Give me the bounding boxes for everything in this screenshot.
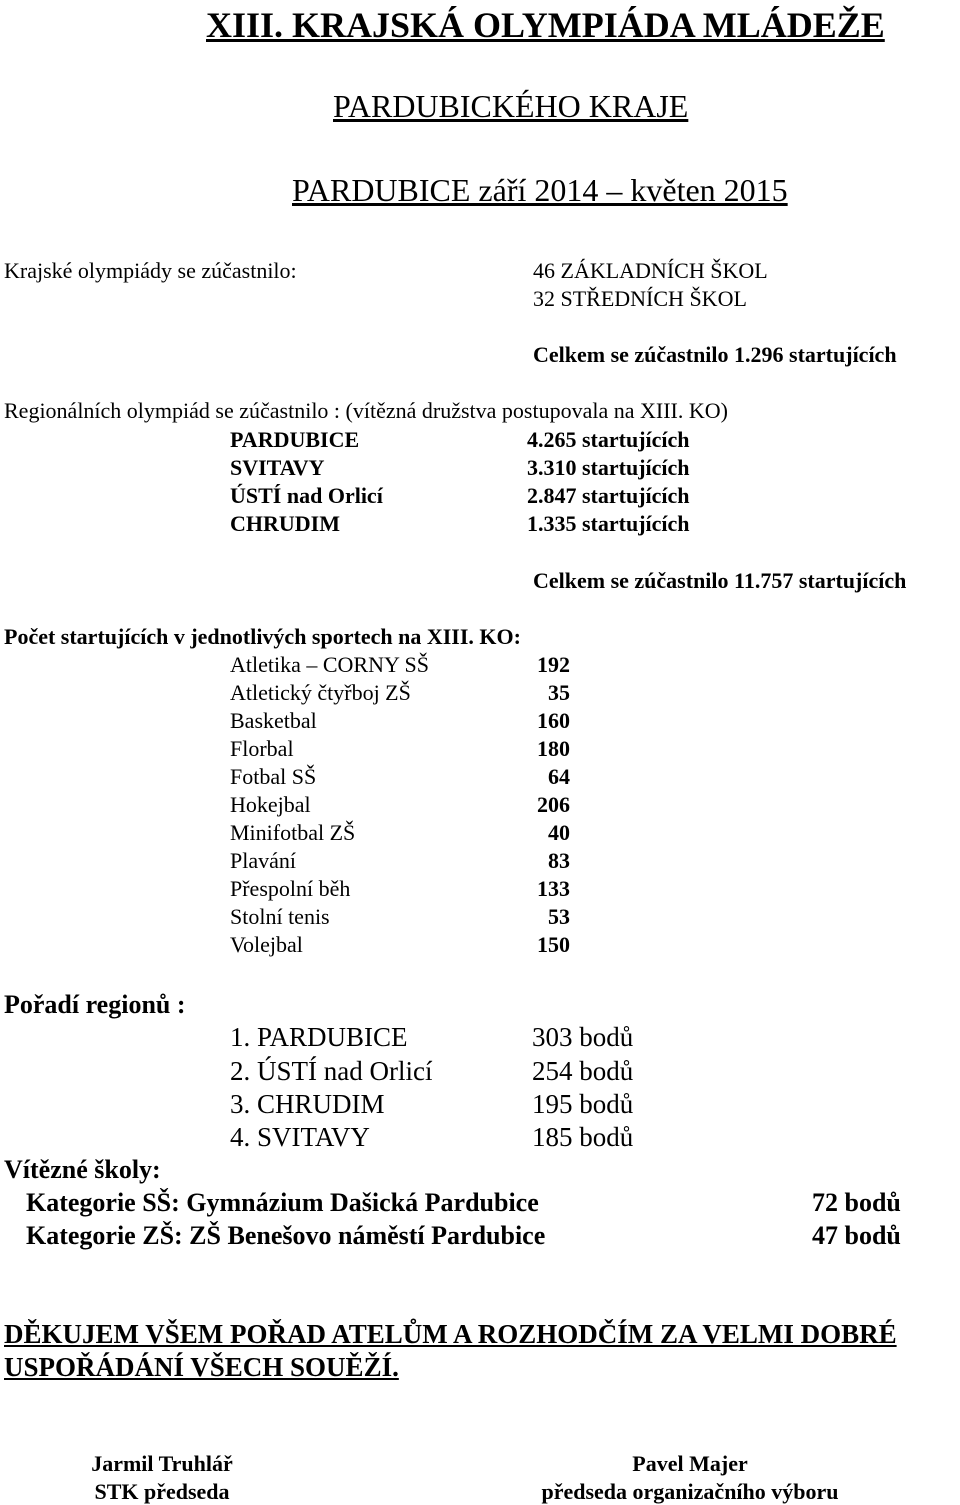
sport-count: 83 <box>548 848 570 873</box>
sport-count: 206 <box>537 792 570 817</box>
sport-name: Basketbal <box>230 708 317 733</box>
sport-name: Hokejbal <box>230 792 311 817</box>
sport-name: Stolní tenis <box>230 904 330 929</box>
ranking-points: 195 bodů <box>532 1089 634 1119</box>
sport-count: 150 <box>537 932 570 957</box>
ranking-points: 185 bodů <box>532 1122 634 1152</box>
participation-total: Celkem se zúčastnilo 1.296 startujících <box>533 342 897 367</box>
sport-name: Přespolní běh <box>230 876 351 901</box>
region-name: CHRUDIM <box>230 511 340 536</box>
region-count: 1.335 startujících <box>527 511 690 536</box>
winner-category: Kategorie ZŠ: ZŠ Benešovo náměstí Pardubice <box>26 1221 546 1250</box>
sport-name: Atletika – CORNY SŠ <box>230 652 430 677</box>
sport-name: Florbal <box>230 736 294 761</box>
ranking-points: 254 bodů <box>532 1056 634 1086</box>
participation-label: Krajské olympiády se zúčastnilo: <box>4 258 297 283</box>
sport-count: 64 <box>548 764 570 789</box>
region-count: 3.310 startujících <box>527 455 690 480</box>
signature-name: Jarmil Truhlář <box>91 1451 233 1476</box>
ranking-place: 3. CHRUDIM <box>230 1089 385 1119</box>
sport-count: 35 <box>548 680 570 705</box>
regional-total: Celkem se zúčastnilo 11.757 startujících <box>533 568 907 593</box>
winners-heading: Vítězné školy: <box>4 1155 161 1184</box>
winner-points: 47 bodů <box>812 1221 901 1250</box>
sport-count: 53 <box>548 904 570 929</box>
signature-role: předseda organizačního výboru <box>541 1479 839 1504</box>
sport-name: Volejbal <box>230 932 303 957</box>
secondary-schools-count: 32 STŘEDNÍCH ŠKOL <box>533 286 747 311</box>
sport-name: Minifotbal ZŠ <box>230 820 356 845</box>
document-period: PARDUBICE září 2014 – květen 2015 <box>292 172 788 208</box>
regional-olympiads-heading: Regionálních olympiád se zúčastnilo : (vítězná družstva postupovala na XIII. KO) <box>4 398 728 423</box>
ranking-points: 303 bodů <box>532 1022 634 1052</box>
region-name: ÚSTÍ nad Orlicí <box>230 483 383 508</box>
ranking-place: 4. SVITAVY <box>230 1122 370 1152</box>
region-count: 4.265 startujících <box>527 427 690 452</box>
closing-line-2: USPOŘÁDÁNÍ VŠECH SOUĚŽÍ. <box>4 1352 399 1382</box>
sport-name: Atletický čtyřboj ZŠ <box>230 680 411 705</box>
winner-category: Kategorie SŠ: Gymnázium Dašická Pardubice <box>26 1188 539 1217</box>
sport-count: 40 <box>548 820 570 845</box>
sport-count: 180 <box>537 736 570 761</box>
sports-heading: Počet startujících v jednotlivých sportech na XIII. KO: <box>4 624 521 649</box>
basic-schools-count: 46 ZÁKLADNÍCH ŠKOL <box>533 258 768 283</box>
document-title: XIII. KRAJSKÁ OLYMPIÁDA MLÁDEŽE <box>206 5 885 45</box>
sport-name: Plavání <box>230 848 296 873</box>
region-name: SVITAVY <box>230 455 325 480</box>
ranking-place: 2. ÚSTÍ nad Orlicí <box>230 1056 433 1086</box>
ranking-place: 1. PARDUBICE <box>230 1022 408 1052</box>
ranking-heading: Pořadí regionů : <box>4 990 186 1019</box>
sport-name: Fotbal SŠ <box>230 764 317 789</box>
signature-role: STK předseda <box>94 1479 230 1504</box>
document-subtitle: PARDUBICKÉHO KRAJE <box>333 88 689 124</box>
sport-count: 160 <box>537 708 570 733</box>
region-name: PARDUBICE <box>230 427 360 452</box>
closing-line-1: DĚKUJEM VŠEM POŘAD ATELŮM A ROZHODČÍM ZA VELMI DOBRÉ <box>4 1319 897 1349</box>
signature-name: Pavel Majer <box>632 1451 748 1476</box>
sport-count: 133 <box>537 876 570 901</box>
region-count: 2.847 startujících <box>527 483 690 508</box>
winner-points: 72 bodů <box>812 1188 901 1217</box>
sport-count: 192 <box>537 652 570 677</box>
